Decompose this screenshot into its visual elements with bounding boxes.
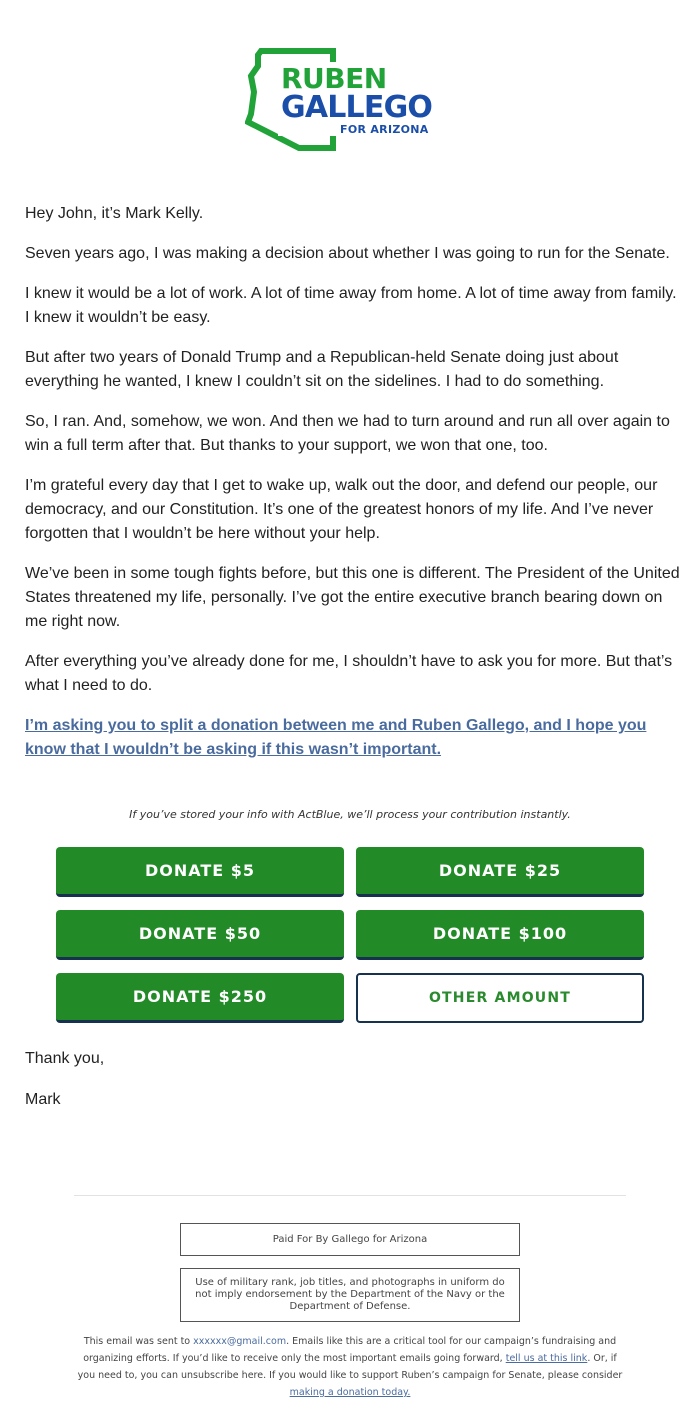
body-paragraph: I knew it would be a lot of work. A lot of time away from home. A lot of time away from family. I knew it wouldn’t be easy.: [25, 285, 677, 326]
body-paragraph: After everything you’ve already done for me, I shouldn’t have to ask you for more. But that’s what I need to do.: [25, 653, 673, 694]
other-amount-button[interactable]: OTHER AMOUNT: [356, 973, 644, 1023]
preferences-link[interactable]: tell us at this link: [505, 1353, 588, 1364]
logo-ruben: RUBEN: [281, 62, 387, 95]
body-paragraph: Seven years ago, I was making a decision about whether I was going to run for the Senate.: [25, 245, 670, 262]
donate-250-button[interactable]: DONATE $250: [56, 973, 344, 1023]
logo-for-arizona: FOR ARIZONA: [340, 123, 429, 136]
military-disclaimer-box: Use of military rank, job titles, and photographs in uniform do not imply endorsement by the Department of the Navy or the Department of Defense.: [180, 1268, 520, 1322]
donate-100-button[interactable]: DONATE $100: [356, 910, 644, 960]
greeting: Hey John, it’s Mark Kelly.: [25, 205, 204, 222]
closing: Thank you,: [25, 1050, 105, 1067]
footer-sent-prefix: This email was sent to: [83, 1336, 194, 1347]
footer-text-1: . Emails like this are a critical tool for our campaign’s fundraising and organizing efforts. If you’d like to receive only the most important emails going forward,: [83, 1336, 617, 1364]
body-paragraph: But after two years of Donald Trump and a Republican-held Senate doing just about everything he wanted, I knew I couldn’t sit on the sidelines. I had to do something.: [25, 349, 619, 390]
letter-body: [25, 202, 680, 762]
recipient-email-link[interactable]: xxxxxx@gmail.com: [193, 1336, 287, 1347]
body-paragraph: So, I ran. And, somehow, we won. And then we had to turn around and run all over again to win a full term after that. But thanks to your support, we won that one, too.: [25, 413, 670, 454]
donation-footer-link[interactable]: making a donation today.: [289, 1387, 411, 1398]
footer-text: [75, 1333, 625, 1401]
footer-divider: [74, 1195, 626, 1196]
signature-name: Mark: [25, 1091, 61, 1108]
donate-50-button[interactable]: DONATE $50: [56, 910, 344, 960]
body-paragraph: We’ve been in some tough fights before, but this one is different. The President of the United States threatened my life, personally. I’ve got the entire executive branch bearing down on me right now.: [25, 565, 680, 630]
footer-text-2: . Or, if you need to, you can unsubscribe here. If you would like to support Ruben’s campaign for Senate, please consider: [77, 1353, 623, 1381]
logo-gallego: GALLEGO: [281, 90, 433, 125]
signoff: [25, 1047, 104, 1129]
donate-25-button[interactable]: DONATE $25: [356, 847, 644, 897]
donate-5-button[interactable]: DONATE $5: [56, 847, 344, 897]
actblue-disclaimer: If you’ve stored your info with ActBlue, we’ll process your contribution instantly.: [129, 808, 571, 821]
paid-for-box: Paid For By Gallego for Arizona: [180, 1223, 520, 1256]
donation-ask-link[interactable]: I’m asking you to split a donation between me and Ruben Gallego, and I hope you know that I wouldn’t be asking if this wasn’t important.: [25, 717, 647, 758]
campaign-logo: [245, 48, 445, 152]
body-paragraph: I’m grateful every day that I get to wake up, walk out the door, and defend our people, our democracy, and our Constitution. It’s one of the greatest honors of my life. And I’ve never forgotten that I wouldn’t be here without your help.: [25, 477, 658, 542]
